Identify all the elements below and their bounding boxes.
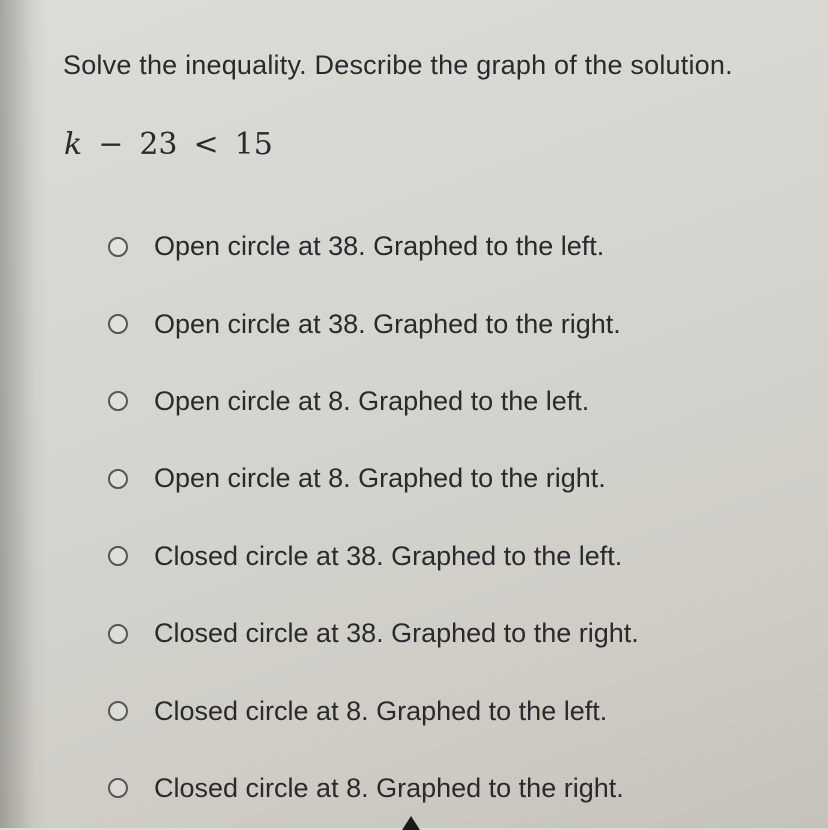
answer-option-2[interactable] [108,285,808,362]
radio-button[interactable] [108,391,128,411]
inequality-expression [64,127,273,162]
equation-operator: − [98,127,124,162]
option-label: Open circle at 38. Graphed to the right. [154,308,621,339]
option-label: Closed circle at 8. Graphed to the right. [154,772,624,803]
option-label: Closed circle at 8. Graphed to the left. [154,695,608,726]
page-edge-shadow [0,0,48,828]
question-prompt: Solve the inequality. Describe the graph of the solution. [63,50,733,80]
radio-button[interactable] [108,546,128,566]
answer-option-3[interactable] [108,363,808,440]
radio-button[interactable] [108,624,128,644]
answer-option-4[interactable] [108,440,808,517]
equation-relation: < [193,127,219,162]
equation-constant: 23 [139,127,178,162]
radio-button[interactable] [108,237,128,257]
answer-option-7[interactable] [108,672,808,749]
radio-button[interactable] [108,314,128,334]
option-label: Open circle at 8. Graphed to the right. [154,463,606,494]
answer-option-8[interactable] [108,750,808,827]
answer-options [108,208,808,827]
option-label: Closed circle at 38. Graphed to the left. [154,540,623,571]
equation-variable: k [64,127,83,162]
radio-button[interactable] [108,701,128,721]
radio-button[interactable] [108,778,128,798]
option-label: Closed circle at 38. Graphed to the right. [154,618,639,649]
option-label: Open circle at 8. Graphed to the left. [154,385,590,416]
answer-option-5[interactable] [108,518,808,595]
answer-option-6[interactable] [108,595,808,672]
radio-button[interactable] [108,469,128,489]
option-label: Open circle at 38. Graphed to the left. [154,231,605,262]
equation-rhs: 15 [234,127,273,162]
answer-option-1[interactable] [108,208,808,285]
